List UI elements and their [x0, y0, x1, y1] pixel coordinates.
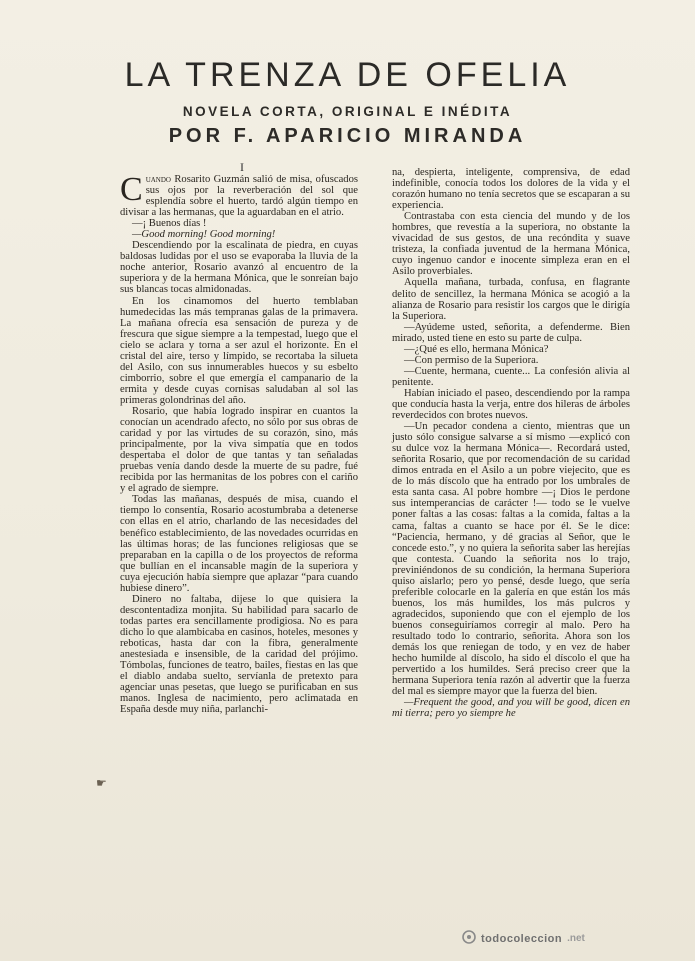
paragraph-6: Rosario, que había logrado inspirar en cuantos la conocían un acendrado afecto, no sólo por sus obras de caridad y por las virtudes de su corazón, sino, más principalmente, por la viva simpatía que en todos despertaba el dolor de que tantas y tan señaladas pruebas venía dando desde la muerte de su padre, fué recibida por las hermanitas de los pobres con el cariño y el agrado de siempre.: [120, 405, 358, 495]
article-title: LA TRENZA DE OFELIA: [124, 56, 571, 94]
paragraph-3: [120, 229, 358, 240]
paragraph-7: Todas las mañanas, después de misa, cuando el tiempo lo consentía, Rosario acostumbraba a detenerse con ellas en el atrio, charlando de las necesidades del benéfico establecimiento, de las novedades ocurridas en las últimas horas; de las funciones religiosas que se preparaban en la capilla o de los proyectos de reforma que bullían en el incansable magín de la superiora y cuya ejecución había siempre que aplazar “para cuando hubiese dinero”.: [120, 494, 358, 594]
paragraph-1-text: Rosarito Guzmán salió de misa, ofuscados sus ojos por la reverberación del sol que esplendía sobre el huerto, tardó algún tiempo en divisar a las hermanas, que la aguardaban en el atrio.: [120, 174, 358, 219]
paragraph-4: Descendiendo por la escalinata de piedra, en cuyas baldosas ludidas por el uso se evaporaba la lluvia de la noche anterior, Rosario avanzó al encuentro de la superiora y de la hermana Mónica, que le sonreían bajo sus blancas tocas almidonadas.: [120, 240, 358, 296]
paragraph-18-text: —Frequent the good, and you will be good, dicen en mi tierra; pero yo siempre he: [392, 697, 630, 720]
paragraph-11: Aquella mañana, turbada, confusa, en flagrante delito de sencillez, la hermana Mónica se acogió a la alianza de Rosario para resistir los cargos que le dirigía la Superiora.: [392, 277, 630, 322]
paragraph-16: Habían iniciado el paseo, descendiendo por la rampa que conducía hasta la verja, entre dos hileras de árboles reverdecidos con brotes nuevos.: [392, 387, 630, 422]
paragraph-14: —Con permiso de la Superiora.: [404, 354, 539, 366]
article-subtitle: NOVELA CORTA, ORIGINAL E INÉDITA: [182, 104, 513, 119]
paragraph-13: —¿Qué es ello, hermana Mónica?: [404, 343, 549, 355]
right-column: [392, 167, 630, 719]
paragraph-8: Dinero no faltaba, dijese lo que quisiera la descontentadiza monjita. Su habilidad para sacarlo de todas partes era sencillamente prodigiosa. No es para dicho lo que alambicaba en casinos, hoteles, mesones y reboticas, hasta dar con la fibra, generalmente anestesiada e insensible, de la caridad del prójimo. Tómbolas, funciones de teatro, bailes, fiestas en las que el diablo andaba suelto, servíanla de pretexto para agenciar unas pesetas, que luego se purificaban en sus manos. Inglesa de nacimiento, pero aclimatada en España desde muy niña, parlanchi-: [120, 593, 358, 716]
watermark-logo-icon: [462, 930, 476, 947]
paragraph-18: [392, 697, 630, 719]
watermark: [462, 930, 585, 947]
article-author: POR F. APARICIO MIRANDA: [168, 125, 527, 147]
watermark-domain: .net: [567, 933, 585, 944]
paragraph-2: —¡ Buenos días !: [132, 218, 207, 230]
watermark-brand: todocoleccion: [481, 932, 563, 945]
paragraph-15: —Cuente, hermana, cuente... La confesión alivia al penitente.: [392, 365, 630, 388]
paragraph-10: Contrastaba con esta ciencia del mundo y de los hombres, que revestía a la superiora, no obstante la vivacidad de sus gestos, de una recóndita y suave tristeza, la confiada juventud de la hermana Mónica, cuyo ingenuo candor e inocente simpleza eran en el Asilo proverbiales.: [392, 211, 630, 278]
paragraph-5: En los cinamomos del huerto temblaban humedecidas las más tempranas galas de la primavera. La mañana ofrecía esa sensación de pureza y de frescura que sigue siempre a la tempestad, luego que el cielo se aclara y torna a ser azul el horizonte. En el cristal del aire, terso y límpido, se recortaba la silueta del Asilo, con sus innumerables huecos y su esbelto cimborrio, sobre el que emergía el campanario de la ermita y desde cuyas cornisas saludaban al sol las primeras golondrinas del año.: [120, 295, 358, 406]
left-column: [120, 171, 358, 716]
drop-cap: C: [120, 171, 143, 208]
chapter-number: I: [240, 160, 244, 174]
paragraph-9: na, despierta, inteligente, comprensiva, de edad indefinible, conocía todos los dolores de la vida y el corazón humano no tenía secretos que se escaparan a su experiencia.: [392, 167, 630, 212]
paragraph-12: —Ayúdeme usted, señorita, a defenderme. Bien mirado, usted tiene en esto su parte de culpa.: [392, 321, 630, 344]
paragraph-17: —Un pecador condena a ciento, mientras que un justo sólo consigue salvarse a sí mismo —explicó con su dulce voz la hermana Mónica—. Recordará usted, señorita Rosario, que por recomendación de su caridad dimos entrada en el Asilo a un pobre viejecito, que es de lo más díscolo que ha entrado por los umbrales de esta santa casa. Al pobre hombre —¡ Dios le perdone sus intemperancias de carácter !— todo se le vuelve poner faltas a las cosas: faltas a la comida, faltas a la cama, faltas a cuanto se hace por él. Se le dice: “Paciencia, hermano, y dé gracias al Señor, que le concede esto.”, y no quiera la señorita saber las herejías que contesta. Cuando la señorita nos lo trajo, previniéndonos de su condición, la hermana Superiora quiso aislarlo; pero yo pensé, desde luego, que sería preferible colocarle en la galería en que están los más buenos, los más humildes, los más pulcros y agradecidos, suponiendo que con el ejemplo de los buenos conseguiríamos corregir al malo. Pero ha resultado todo lo contrario, señorita. Ahora son los demás los que reniegan de todo, y en vez de haber hecho humilde al díscolo, ha sido el díscolo el que ha pervertido a los humildes. Será preciso creer que la hermana Superiora tenía razón al advertir que la fuerza del mal es siempre mayor que la fuerza del bien.: [392, 421, 630, 698]
paragraph-1: [120, 171, 358, 219]
opening-smallcaps: uando: [145, 174, 171, 185]
pointing-hand-icon: ☛: [96, 776, 107, 790]
paragraph-3-italic: —Good morning! Good morning!: [132, 229, 276, 241]
